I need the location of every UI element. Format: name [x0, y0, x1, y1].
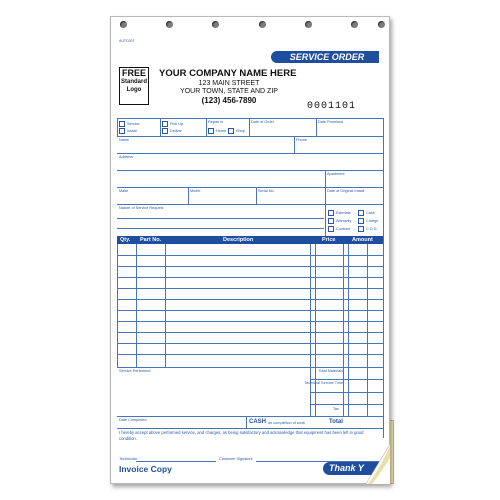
qty-header: Qty. — [120, 237, 131, 243]
service-performed-label: Service Performed — [119, 369, 151, 373]
estimate-option[interactable]: Estimate — [328, 210, 351, 216]
logo-line2: Standard — [120, 79, 147, 85]
phone-label: Phone — [296, 138, 307, 142]
punch-hole — [305, 21, 312, 28]
company-phone: (123) 456-7890 — [201, 96, 257, 105]
company-name: YOUR COMPANY NAME HERE — [159, 68, 297, 79]
punch-hole — [259, 21, 266, 28]
page-curl — [366, 444, 390, 484]
technician-label: Technician — [119, 457, 137, 461]
make-label: Make — [119, 189, 129, 193]
warranty-option[interactable]: Warranty — [328, 218, 351, 224]
total-materials-label: Total Materials — [318, 369, 343, 373]
punch-hole — [378, 21, 385, 28]
price-header: Price — [322, 237, 336, 243]
pickup-option[interactable]: Pick Up — [162, 121, 183, 127]
banner-title: SERVICE ORDER — [289, 52, 365, 62]
part-header: Part No. — [140, 237, 162, 243]
serial-label: Serial No. — [258, 189, 275, 193]
punch-hole — [166, 21, 173, 28]
shop-option[interactable]: Shop — [228, 128, 245, 134]
date-of-order-label: Date of Order — [251, 120, 275, 124]
company-city: YOUR TOWN, STATE AND ZIP — [180, 88, 278, 95]
logo-line1: FREE — [121, 68, 146, 78]
date-completed-label: Date Completed — [119, 418, 147, 422]
apartment-label: Apartment — [327, 172, 345, 176]
total-label: Total — [329, 419, 343, 425]
deliver-option[interactable]: Deliver — [162, 128, 182, 134]
company-street: 123 MAIN STREET — [198, 80, 260, 87]
model-label: Model — [190, 189, 201, 193]
service-order-form — [110, 16, 390, 484]
agreement-text: I hereby accept above performed service, and charges, as being satisfactory and acknowledge that equipment has been left in good condition. — [119, 430, 364, 441]
contract-option[interactable]: Contract — [328, 226, 350, 232]
date-promised-label: Date Promised — [318, 120, 344, 124]
address-label: Address — [119, 155, 133, 159]
service-option[interactable]: Service — [119, 121, 140, 127]
install-option[interactable]: Install — [119, 128, 137, 134]
logo-box — [119, 67, 149, 105]
punch-hole — [351, 21, 358, 28]
order-number: 0001101 — [307, 101, 357, 112]
punch-hole — [120, 21, 127, 28]
cod-option[interactable]: C.O.D. — [358, 226, 378, 232]
invoice-copy-label: Invoice Copy — [119, 464, 172, 474]
nature-label: Nature of Service Request — [119, 206, 164, 210]
cash-note: on completion of work — [268, 421, 305, 425]
description-header: Description — [223, 237, 254, 243]
amount-header: Amount — [352, 237, 373, 243]
logo-line3: Logo — [126, 87, 142, 93]
cash-label: CASH — [249, 419, 267, 425]
home-option[interactable]: Home — [208, 128, 226, 134]
repair-in-label: Repair in — [208, 120, 224, 124]
punch-hole — [212, 21, 219, 28]
thank-you-text: Thank Y — [329, 463, 364, 473]
cash-option[interactable]: Cash — [358, 210, 375, 216]
charge-option[interactable]: Charge — [358, 218, 378, 224]
tax-label: Tax — [333, 407, 339, 411]
name-label: Name — [119, 138, 130, 142]
technical-service-time-label: Technical Service Time — [304, 381, 343, 385]
customer-signature-label: Customer Signature — [219, 457, 253, 461]
form-code: AUTO307 — [119, 39, 135, 43]
date-install-label: Date of Original Install — [327, 189, 365, 193]
